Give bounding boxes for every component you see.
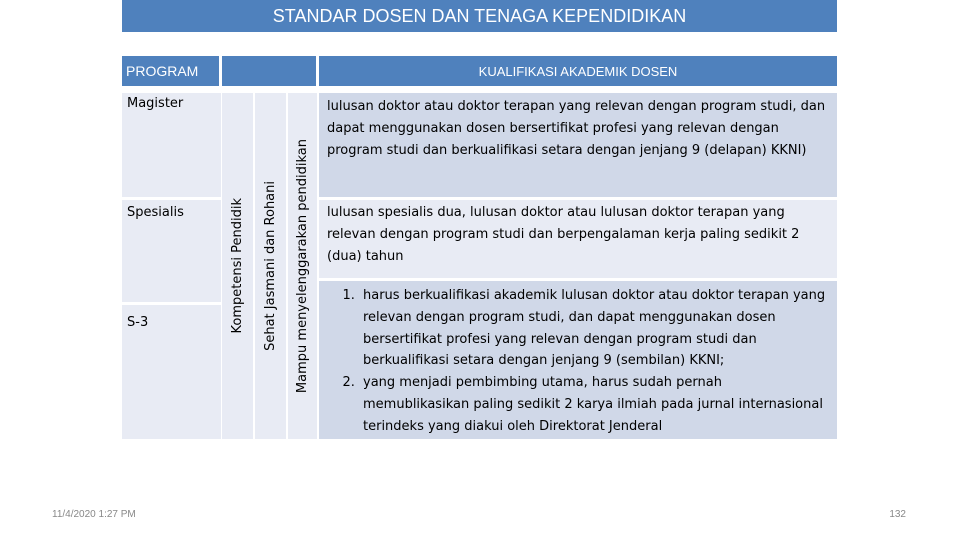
competency-column-mampu: [288, 93, 317, 439]
kualifikasi-list: [327, 285, 831, 438]
kualifikasi-magister: [319, 93, 837, 197]
program-cell-spesialis: [122, 200, 221, 302]
competency-label: Sehat Jasmani dan Rohani: [263, 181, 278, 351]
kualifikasi-text: lulusan spesialis dua, lulusan doktor atau lulusan doktor terapan yang relevan dengan program studi dan berpengalaman kerja paling sedikit 2 (dua) tahun: [327, 205, 800, 264]
list-item: 2. yang menjadi pembimbing utama, harus sudah pernah memublikasikan paling sedikit 2 karya ilmiah pada jurnal internasional terindeks yang diakui oleh Direktorat Jenderal: [359, 372, 831, 437]
kualifikasi-text: lulusan doktor atau doktor terapan yang relevan dengan program studi, dan dapat menggunakan dosen bersertifikat profesi yang relevan dengan program studi dan berkualifikasi setara dengan jenjang 9 (delapan) KKNI): [327, 99, 826, 158]
competency-label: Kompetensi Pendidik: [230, 198, 245, 334]
slide-title: STANDAR DOSEN DAN TENAGA KEPENDIDIKAN: [122, 0, 837, 32]
page-number: 132: [889, 509, 906, 520]
footer-date: 11/4/2020 1:27 PM: [52, 509, 136, 520]
kualifikasi-spesialis: [319, 200, 837, 278]
program-label: Spesialis: [127, 205, 184, 220]
competency-column-pendidik: [222, 93, 253, 439]
program-cell-s3: [122, 305, 221, 439]
competency-column-sehat: [255, 93, 286, 439]
list-item: 1. harus berkualifikasi akademik lulusan doktor atau doktor terapan yang relevan dengan program studi, dan dapat menggunakan dosen bersertifikat profesi yang relevan dengan program studi dan berkualifikasi setara dengan jenjang 9 (sembilan) KKNI;: [359, 285, 831, 372]
program-label: S-3: [127, 315, 149, 330]
header-competency-blank: [222, 56, 316, 86]
program-label: Magister: [127, 96, 184, 111]
kualifikasi-s3: [319, 281, 837, 439]
competency-label: Mampu menyelenggarakan pendidikan: [295, 138, 310, 394]
program-cell-magister: [122, 93, 221, 197]
header-kualifikasi: KUALIFIKASI AKADEMIK DOSEN: [319, 56, 837, 86]
header-program: PROGRAM: [122, 56, 219, 86]
